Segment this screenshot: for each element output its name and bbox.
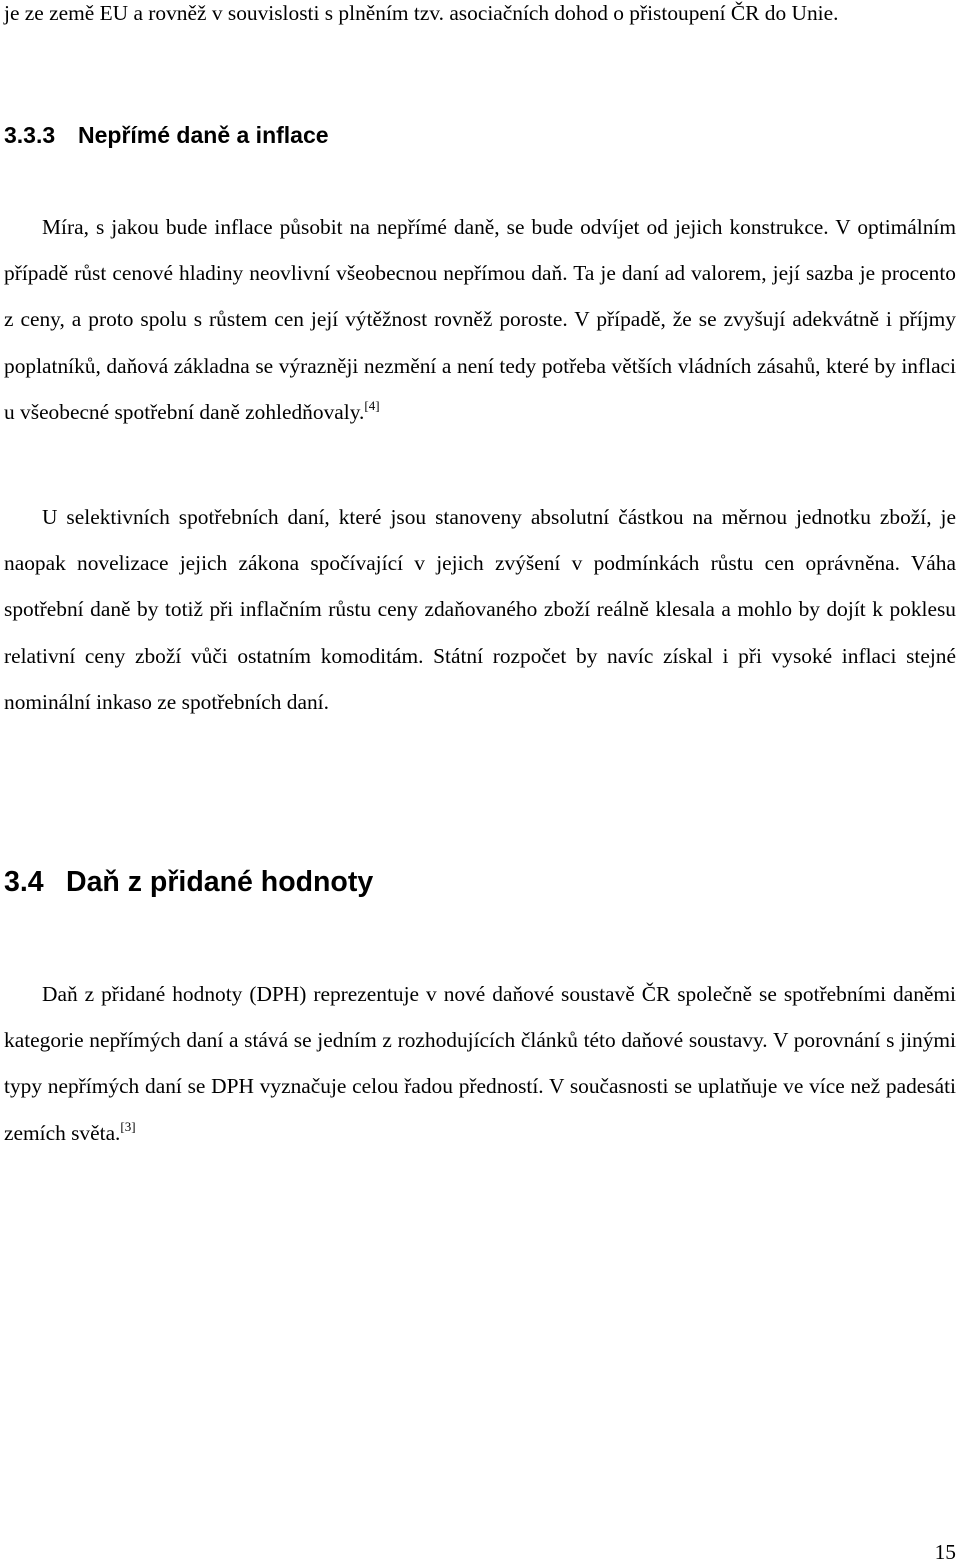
section-number: 3.3.3 bbox=[4, 122, 56, 148]
section-title: Nepřímé daně a inflace bbox=[78, 122, 329, 148]
section-heading-3-3-3 bbox=[4, 120, 329, 150]
citation-reference: [3] bbox=[120, 1118, 136, 1134]
continuation-text: je ze země EU a rovněž v souvislosti s plněním tzv. asociačních dohod o přistoupení ČR do Unie. bbox=[4, 1, 839, 25]
paragraph-text: U selektivních spotřebních daní, které jsou stanoveny absolutní částkou na měrnou jednotku zboží, je naopak novelizace jejich zákona spočívající v jejich zvýšení v podmínkách růstu cen oprávněna. Váha spotřební daně by totiž při inflačním růstu ceny zdaňovaného zboží reálně klesala a mohlo by dojít k poklesu relativní ceny zboží vůči ostatním komoditám. Státní rozpočet by navíc získal i při vysoké inflaci stejné nominální inkaso ze spotřebních daní. bbox=[4, 505, 956, 714]
section-heading-3-4 bbox=[4, 864, 373, 900]
paragraph-inflation-indirect-taxes bbox=[4, 204, 956, 435]
page-number: 15 bbox=[934, 1540, 956, 1564]
paragraph-vat-intro bbox=[4, 971, 956, 1156]
paragraph-text: Daň z přidané hodnoty (DPH) reprezentuje v nové daňové soustavě ČR společně se spotřebními daněmi kategorie nepřímých daní a stává se jedním z rozhodujících článků této daňové soustavy. V porovnání s jinými typy nepřímých daní se DPH vyznačuje celou řadou předností. V současnosti se uplatňuje ve více než padesáti zemích světa. bbox=[4, 982, 956, 1145]
paragraph-text: Míra, s jakou bude inflace působit na nepřímé daně, se bude odvíjet od jejich konstrukce. V optimálním případě růst cenové hladiny neovlivní všeobecnou nepřímou daň. Ta je daní ad valorem, její sazba je procento z ceny, a proto spolu s růstem cen její výtěžnost rovněž poroste. V případě, že se zvyšují adekvátně i příjmy poplatníků, daňová základna se výrazněji nezmění a není tedy potřeba větších vládních zásahů, které by inflaci u všeobecné spotřební daně zohledňovaly. bbox=[4, 215, 956, 424]
section-number: 3.4 bbox=[4, 866, 44, 898]
citation-reference: [4] bbox=[364, 397, 380, 413]
section-title: Daň z přidané hodnoty bbox=[66, 866, 374, 898]
paragraph-selective-excise-taxes bbox=[4, 494, 956, 725]
continuation-paragraph bbox=[4, 0, 956, 36]
